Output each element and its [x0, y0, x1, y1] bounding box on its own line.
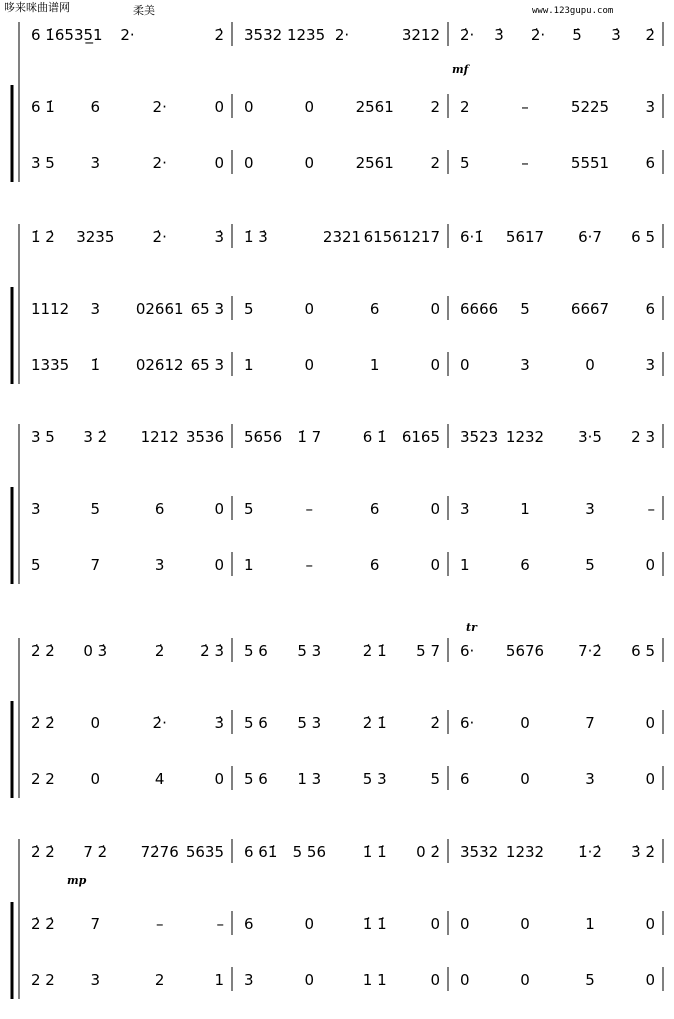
note-group: –: [521, 154, 529, 172]
note-group: 5: [520, 300, 530, 318]
note-group: 1: [520, 500, 530, 518]
note-group: 6666: [460, 300, 499, 318]
note-group: 5: [244, 500, 254, 518]
note-group: 2̇ 1̇: [362, 642, 387, 660]
note-group: 1 1: [362, 971, 387, 989]
note-group: 2·: [120, 26, 135, 44]
site-url: www.123gupu.com: [532, 6, 614, 16]
note-group: 2·: [152, 154, 167, 172]
note-group: 0: [645, 714, 655, 732]
note-group: 5: [31, 556, 41, 574]
note-group: 2·: [152, 98, 167, 116]
note-group: 1̇ 3̇: [244, 228, 268, 246]
note-group: 0: [214, 500, 224, 518]
note-group: 5: [90, 500, 101, 518]
note-group: 1232: [505, 428, 545, 446]
note-group: –: [305, 556, 314, 574]
staff-row: [31, 22, 663, 46]
note-group: 1112: [31, 300, 70, 318]
note-group: 6: [369, 500, 380, 518]
note-group: 5225: [570, 98, 610, 116]
note-group: 3532 1235: [244, 26, 326, 44]
note-group: 2: [154, 971, 165, 989]
note-group: 3: [90, 154, 101, 172]
note-group: 65 3: [190, 356, 224, 374]
note-group: 0: [214, 770, 224, 788]
note-group: 0: [645, 971, 655, 989]
note-group: 2561: [355, 98, 394, 116]
note-group: 7 2̇: [83, 843, 108, 861]
note-group: 0: [90, 770, 101, 788]
note-group: 6: [645, 154, 655, 172]
note-group: 1̇ 1̇: [362, 915, 387, 933]
dynamic-mark: tr: [466, 621, 477, 634]
note-group: 0: [214, 154, 224, 172]
note-group: 3212: [401, 26, 440, 44]
note-group: 3̇: [214, 228, 224, 246]
note-group: 3: [645, 356, 655, 374]
note-group: 5: [244, 300, 254, 318]
note-group: 2̇: [154, 642, 165, 660]
note-group: –: [647, 500, 655, 518]
note-group: 0: [430, 300, 440, 318]
note-group: 1̇ 2̇: [31, 228, 55, 246]
note-group: 0: [430, 500, 440, 518]
note-group: 1: [585, 915, 595, 933]
note-group: 6: [460, 770, 470, 788]
note-group: 0: [520, 770, 530, 788]
note-group: 5 3: [297, 714, 322, 732]
note-group: 2̇ 3̇: [200, 642, 224, 660]
note-group: 0: [645, 556, 655, 574]
note-group: 3 2̇: [83, 428, 108, 446]
tempo-mark: 柔美: [133, 4, 155, 17]
note-group: 1 3: [297, 770, 322, 788]
note-group: 1212: [140, 428, 179, 446]
note-group: 3235: [76, 228, 115, 246]
note-group: –: [521, 98, 529, 116]
note-group: 2̇ 2̇: [31, 714, 55, 732]
note-group: 3: [460, 500, 470, 518]
note-group: 2̇ 2̇: [31, 843, 55, 861]
note-group: 2: [430, 98, 440, 116]
note-group: 5617: [505, 228, 545, 246]
note-group: 0: [520, 714, 530, 732]
note-group: 3523: [460, 428, 499, 446]
note-group: 5: [585, 971, 595, 989]
note-group: 5 3: [297, 642, 322, 660]
note-group: 6 5: [631, 642, 655, 660]
note-group: 2̇ 2̇: [31, 642, 55, 660]
note-group: 2̇: [430, 714, 440, 732]
note-group: 5676: [505, 642, 545, 660]
note-group: 0: [90, 714, 101, 732]
note-group: 6 5: [631, 228, 655, 246]
staff-row: [31, 967, 663, 991]
note-group: 61561217: [363, 228, 440, 246]
note-group: 2̇·: [460, 26, 475, 44]
note-group: 3: [154, 556, 165, 574]
staff-row: [31, 352, 663, 376]
note-group: 2 2: [31, 971, 55, 989]
staff-row: [31, 424, 663, 448]
staff-row: [31, 94, 663, 118]
note-group: 5551: [570, 154, 610, 172]
note-group: 1̇ 1̇: [362, 843, 387, 861]
note-group: 6·: [460, 714, 475, 732]
note-group: 0: [304, 971, 315, 989]
note-group: 3·5: [578, 428, 602, 446]
note-group: 6 61̇: [244, 843, 278, 861]
note-group: 5 56: [292, 843, 327, 861]
note-group: 3: [520, 356, 530, 374]
note-group: 3: [585, 500, 595, 518]
note-group: 0: [520, 915, 530, 933]
note-group: 3: [31, 500, 41, 518]
note-group: 2̇ 2̇: [31, 915, 55, 933]
note-group: 5 6: [244, 642, 268, 660]
note-group: 2̇·: [530, 26, 546, 44]
note-group: 3536: [185, 428, 224, 446]
note-group: 0: [304, 915, 315, 933]
note-group: 0: [520, 971, 530, 989]
note-group: –: [155, 915, 164, 933]
note-group: 6·: [460, 642, 475, 660]
note-group: 2̇: [645, 26, 655, 44]
note-group: 1̇·2̇: [578, 843, 602, 861]
staff-row: [31, 911, 663, 935]
note-group: 1: [244, 356, 254, 374]
note-group: 5 3: [362, 770, 387, 788]
note-group: 7: [90, 556, 101, 574]
note-group: 3̇: [214, 714, 224, 732]
staff-row: [31, 710, 663, 734]
note-group: 0: [460, 356, 470, 374]
note-group: 0: [645, 770, 655, 788]
note-group: 0: [430, 971, 440, 989]
note-group: 6: [90, 98, 101, 116]
note-group: 6 1̇6535̲1: [31, 26, 103, 44]
note-group: 0: [304, 154, 315, 172]
note-group: 2·: [334, 26, 350, 44]
note-group: 5: [430, 770, 440, 788]
note-group: 0: [244, 98, 254, 116]
note-group: 0: [214, 98, 224, 116]
note-group: 0: [585, 356, 595, 374]
note-group: 2̇: [214, 26, 224, 44]
note-group: 0: [460, 971, 470, 989]
note-group: 02612: [135, 356, 184, 374]
staff-row: [31, 150, 663, 174]
score-system: [12, 224, 663, 384]
note-group: 5 7: [416, 642, 440, 660]
note-group: 5: [585, 556, 595, 574]
note-group: 7: [585, 714, 595, 732]
note-group: 5 6: [244, 714, 268, 732]
note-group: 5̇: [572, 26, 582, 44]
note-group: 2: [460, 98, 470, 116]
site-name: 哆来咪曲谱网: [4, 1, 70, 14]
note-group: 0 2̇: [416, 843, 440, 861]
note-group: 02661: [135, 300, 184, 318]
staff-row: [31, 224, 663, 248]
note-group: 2̇·: [152, 228, 167, 246]
note-group: 2 2: [31, 770, 55, 788]
staff-row: [31, 296, 663, 320]
note-group: 0: [645, 915, 655, 933]
note-group: 7·2̇: [578, 642, 602, 660]
note-group: 2321: [322, 228, 362, 246]
note-group: 2561: [355, 154, 394, 172]
note-group: –: [305, 500, 314, 518]
staff-row: [31, 766, 663, 790]
note-group: 3 5: [31, 154, 55, 172]
note-group: 1: [244, 556, 254, 574]
note-group: 5656: [244, 428, 283, 446]
note-group: 6165: [401, 428, 440, 446]
note-group: 1335: [31, 356, 70, 374]
note-group: 1232: [505, 843, 545, 861]
note-group: 0: [430, 356, 440, 374]
note-group: 6·1̇: [460, 228, 484, 246]
score-system: [12, 22, 663, 182]
note-group: 2: [430, 154, 440, 172]
note-group: 2̇ 1̇: [362, 714, 387, 732]
note-group: 3: [90, 971, 101, 989]
note-group: 0: [460, 915, 470, 933]
note-group: 1̇ 7: [297, 428, 322, 446]
note-group: 6: [520, 556, 530, 574]
staff-row: [31, 496, 663, 520]
note-group: 5 6: [244, 770, 268, 788]
note-group: 7: [90, 915, 101, 933]
note-group: 3 5: [31, 428, 55, 446]
note-group: 6667: [570, 300, 610, 318]
note-group: –: [216, 915, 224, 933]
staff-row: [31, 552, 663, 576]
note-group: 6: [645, 300, 655, 318]
note-group: 0: [430, 915, 440, 933]
staff-row: [31, 638, 663, 662]
note-group: 6·7: [578, 228, 602, 246]
note-group: 3̇: [611, 26, 621, 44]
note-group: 1: [214, 971, 224, 989]
score-system: [12, 621, 663, 798]
note-group: 65 3: [190, 300, 224, 318]
score-system: [12, 424, 663, 584]
note-group: 3̇: [494, 26, 504, 44]
note-group: 1̇: [90, 356, 101, 374]
note-group: 72̇76: [140, 843, 179, 861]
score-system: [12, 839, 663, 999]
note-group: 3: [585, 770, 595, 788]
note-group: 3532: [460, 843, 499, 861]
note-group: 1: [460, 556, 470, 574]
note-group: 0: [304, 300, 315, 318]
note-group: 3̇ 2̇: [631, 843, 655, 861]
note-group: 5: [460, 154, 470, 172]
staff-row: [31, 839, 663, 863]
note-group: 1: [369, 356, 380, 374]
note-group: 6: [244, 915, 254, 933]
note-group: 0: [304, 356, 315, 374]
score: [12, 22, 663, 999]
note-group: 6: [369, 300, 380, 318]
note-group: 6: [369, 556, 380, 574]
note-group: 6: [154, 500, 165, 518]
note-group: 0 3̇: [83, 642, 108, 660]
note-group: 3: [645, 98, 655, 116]
note-group: 5635: [185, 843, 224, 861]
dynamic-mark: mf: [452, 63, 469, 76]
note-group: 6 1̇: [31, 98, 55, 116]
note-group: 2̇·: [152, 714, 167, 732]
note-group: 0: [244, 154, 254, 172]
note-group: 0: [304, 98, 315, 116]
note-group: 2 3: [631, 428, 655, 446]
note-group: 6 1̇: [362, 428, 387, 446]
note-group: 0: [214, 556, 224, 574]
note-group: 0: [430, 556, 440, 574]
note-group: 4: [154, 770, 165, 788]
dynamic-mark: mp: [67, 874, 87, 887]
note-group: 3: [90, 300, 101, 318]
note-group: 3: [244, 971, 254, 989]
